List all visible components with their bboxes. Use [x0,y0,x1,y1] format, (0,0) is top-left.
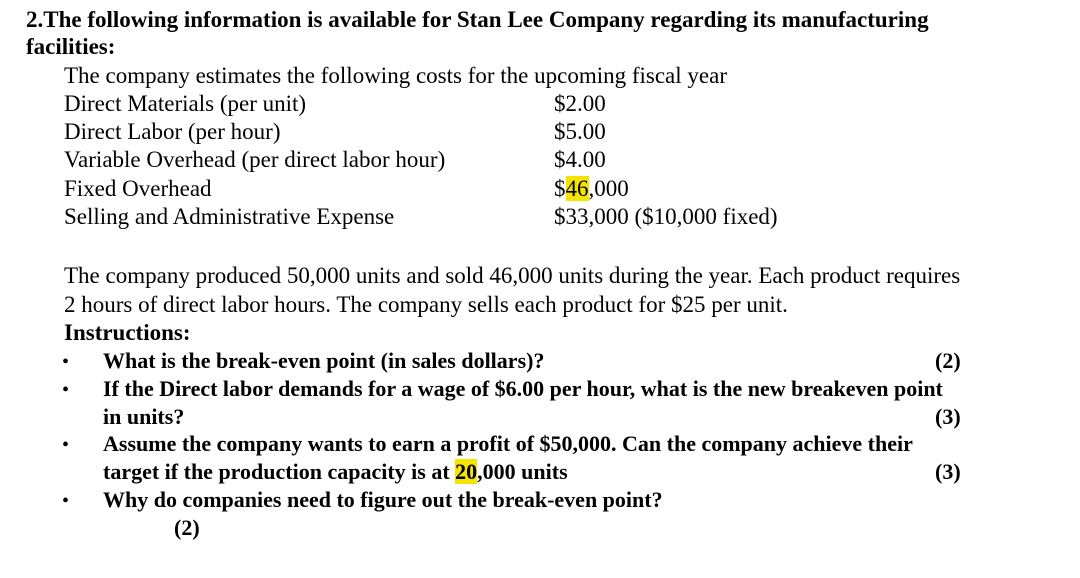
bullet-2: • [62,379,70,401]
bullet-4: • [62,490,70,512]
instruction-item-4: Why do companies need to figure out the break-even point? [103,487,663,512]
highlight-20: 20 [455,459,478,484]
cost-label-variable-overhead: Variable Overhead (per direct labor hour) [64,147,446,172]
points-item-3: (3) [935,459,961,484]
production-line-2: 2 hours of direct labor hours. The company sells each product for $25 per unit. [64,292,788,317]
cost-label-fixed-overhead: Fixed Overhead [64,176,212,201]
instruction-item-2-line-1: If the Direct labor demands for a wage of $6.00 per hour, what is the new breakeven point [103,376,943,401]
production-line-1: The company produced 50,000 units and sold 46,000 units during the year. Each product requires [64,263,961,288]
instructions-heading: Instructions: [64,320,191,345]
highlight-46: 46 [565,176,589,201]
cost-label-selling-admin: Selling and Administrative Expense [64,204,395,229]
question-title-line-2: facilities: [26,34,116,59]
instruction-item-2-line-2: in units? [103,404,185,429]
question-title-line-1: 2.The following information is available for Stan Lee Company regarding its manufacturing [26,7,929,32]
bullet-1: • [62,351,70,373]
instruction-item-3-line-1: Assume the company wants to earn a profit of $50,000. Can the company achieve their [103,431,913,456]
costs-intro: The company estimates the following costs for the upcoming fiscal year [64,63,727,88]
instruction-item-3-line-2: target if the production capacity is at 20,000 units [103,459,568,484]
cost-value-direct-labor: $5.00 [554,119,606,144]
points-item-4: (2) [174,515,200,540]
cost-value-fixed-overhead: $46,000 [554,176,629,201]
cost-value-variable-overhead: $4.00 [554,147,606,172]
bullet-3: • [62,434,70,456]
points-item-2: (3) [935,404,961,429]
instruction-item-1: What is the break-even point (in sales dollars)? [103,348,545,373]
cost-label-direct-materials: Direct Materials (per unit) [64,91,307,116]
cost-label-direct-labor: Direct Labor (per hour) [64,119,281,144]
cost-value-direct-materials: $2.00 [554,91,606,116]
cost-value-selling-admin: $33,000 ($10,000 fixed) [554,204,778,229]
points-item-1: (2) [935,348,961,373]
